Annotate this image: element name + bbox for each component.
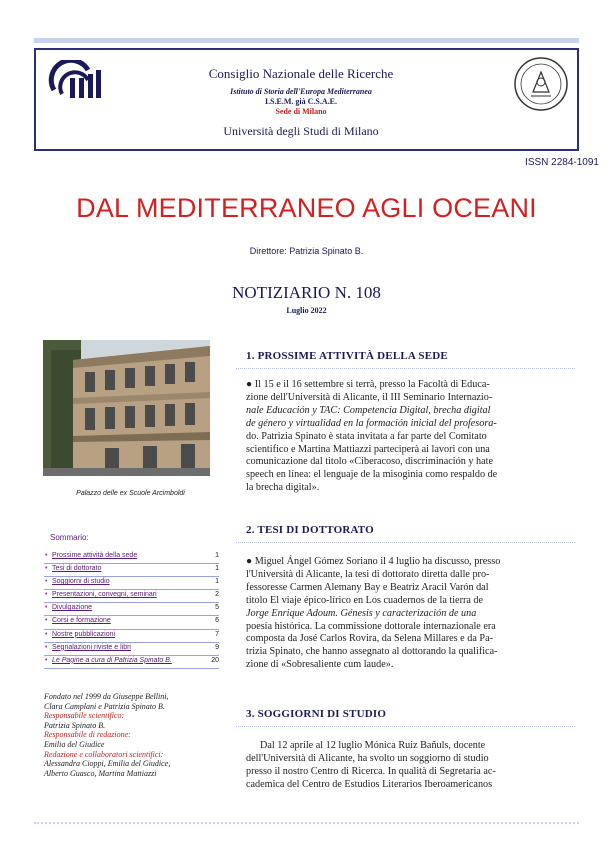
text-line: trizia Spinato, che hanno assegnato al dottorando la qualifica- xyxy=(246,646,498,658)
section-body xyxy=(246,556,558,672)
bullet-icon: • xyxy=(45,656,48,664)
text-line: dell'Università di Alicante, ha svolto un soggiorno di studio xyxy=(246,752,489,764)
issue-date: Luglio 2022 xyxy=(286,306,327,315)
university-seal-icon xyxy=(513,56,569,112)
sede-label: Sede di Milano xyxy=(275,107,327,116)
toc-item[interactable] xyxy=(44,564,219,577)
toc-item[interactable] xyxy=(44,590,219,603)
cnr-logo-icon xyxy=(48,60,104,104)
section-body xyxy=(246,740,558,792)
text-line: Dal 12 aprile al 12 luglio Mónica Ruiz Bañuls, docente xyxy=(260,740,486,751)
toc-page: 20 xyxy=(211,656,219,664)
text-line: ● Miguel Ángel Gómez Soriano il 4 luglio ha discusso, presso xyxy=(246,556,501,567)
bullet-icon: • xyxy=(45,617,48,625)
toc-page: 7 xyxy=(215,630,219,638)
toc-item[interactable] xyxy=(44,656,219,669)
bullet-icon: • xyxy=(45,643,48,651)
toc-link[interactable]: Divulgazione xyxy=(52,604,93,612)
toc-page: 2 xyxy=(215,591,219,599)
toc-page: 1 xyxy=(215,578,219,586)
text-line: comunicazione dal titolo «Ciberacoso, discriminación y hate xyxy=(246,456,493,468)
issn-label: ISSN 2284-1091 xyxy=(525,157,599,168)
credits-block xyxy=(44,692,219,778)
building-photo xyxy=(43,340,210,476)
credit-value: Emilia del Giudice xyxy=(44,739,105,749)
toc-item[interactable] xyxy=(44,551,219,564)
table-of-contents xyxy=(44,551,219,669)
section-divider xyxy=(236,542,575,544)
credit-label: Redazione e collaboratori scientifici: xyxy=(44,749,164,759)
bullet-icon: • xyxy=(45,591,48,599)
text-line: do. Patrizia Spinato è stata invitata a far parte del Comitato xyxy=(246,430,487,442)
issue-number: NOTIZIARIO N. 108 xyxy=(232,283,381,302)
institute-name: Istituto di Storia dell'Europa Mediterranea xyxy=(230,87,372,96)
section-body xyxy=(246,379,558,495)
text-line: la brecha digital». xyxy=(246,482,320,494)
bullet-icon: • xyxy=(45,552,48,559)
toc-page: 1 xyxy=(215,565,219,573)
toc-link[interactable]: Segnalazioni riviste e libri xyxy=(52,643,131,651)
text-line: speech en línea: el lenguaje de la misoginia como respaldo de xyxy=(246,469,498,481)
toc-page: 5 xyxy=(215,604,219,612)
isem-name: I.S.E.M. già C.S.A.E. xyxy=(264,97,337,106)
credit-value: Alessandra Cioppi, Emilia del Giudice, xyxy=(44,759,171,769)
toc-item[interactable] xyxy=(44,603,219,616)
toc-title: Sommario: xyxy=(50,533,89,542)
newsletter-title: DAL MEDITERRANEO AGLI OCEANI xyxy=(76,193,537,223)
toc-item[interactable] xyxy=(44,630,219,643)
toc-item[interactable] xyxy=(44,616,219,629)
text-line: fessoresse Carmen Alemany Bay e Beatriz Aracil Varón dal xyxy=(246,581,489,593)
bullet-icon: • xyxy=(45,604,48,612)
toc-link[interactable]: Prossime attività della sede xyxy=(52,552,138,559)
text-line: presso il nostro Centro di Ricerca. In qualità di Segretaria ac- xyxy=(246,765,496,777)
toc-link[interactable]: Le Pagine a cura di Patrizia Spinato B. xyxy=(52,656,172,664)
bottom-decorative-bar xyxy=(34,822,579,824)
text-line: titolo El viaje épico-lírico en Los cuadernos de la tierra de xyxy=(246,594,484,606)
text-line: cademica del Centro de Estudios Literarios Iberoamericanos xyxy=(246,778,493,790)
text-line: composta da José Carlos Rovira, da Selena Millares e da Pa- xyxy=(246,633,493,645)
toc-link[interactable]: Nostre pubblicazioni xyxy=(52,630,116,638)
toc-page: 6 xyxy=(215,617,219,625)
credit-label: Responsabile scientifico: xyxy=(44,711,125,721)
founded-line: Clara Camplani e Patrizia Spinato B. xyxy=(44,701,165,711)
university-name: Università degli Studi di Milano xyxy=(223,124,379,138)
founded-line: Fondato nel 1999 da Giuseppe Bellini, xyxy=(44,692,169,701)
section-title: 1. PROSSIME ATTIVITÀ DELLA SEDE xyxy=(246,350,448,362)
section-title: 2. TESI DI DOTTORATO xyxy=(246,524,374,536)
section-title: 3. SOGGIORNI DI STUDIO xyxy=(246,708,387,720)
top-decorative-bar xyxy=(34,38,579,43)
text-line: nale Educación y TAC: Competencia Digital, brecha digital xyxy=(246,404,491,416)
masthead xyxy=(34,48,579,151)
text-line: ● Il 15 e il 16 settembre si terrà, presso la Facoltà di Educa- xyxy=(246,379,490,390)
photo-caption: Palazzo delle ex Scuole Arcimboldi xyxy=(76,490,185,497)
cnr-name: Consiglio Nazionale delle Ricerche xyxy=(208,66,394,81)
section-divider xyxy=(236,726,575,728)
bullet-icon: • xyxy=(45,565,48,573)
bullet-icon: • xyxy=(45,578,48,586)
text-line: poesía histórica. La commissione dottorale internazionale era xyxy=(246,620,496,632)
text-line: scientifico e Martina Mattiazzi parteciperà ai lavori con una xyxy=(246,443,490,455)
toc-link[interactable]: Soggiorni di studio xyxy=(52,578,110,586)
text-line: Jorge Enrique Adoum. Génesis y caracterización de una xyxy=(246,607,477,619)
toc-item[interactable] xyxy=(44,577,219,590)
text-line: zione di «Sobresaliente cum laude». xyxy=(246,659,394,671)
credit-label: Responsabile di redazione: xyxy=(44,730,131,740)
toc-link[interactable]: Presentazioni, convegni, seminari xyxy=(52,591,157,599)
toc-item[interactable] xyxy=(44,643,219,656)
text-line: de género y virtualidad en la formación inicial del profesora- xyxy=(246,417,497,429)
toc-link[interactable]: Corsi e formazione xyxy=(52,617,111,625)
credit-value: Alberto Guasco, Martina Mattiazzi xyxy=(44,768,157,778)
toc-page: 9 xyxy=(215,643,219,651)
toc-page: 1 xyxy=(215,552,219,559)
director-line: Direttore: Patrizia Spinato B. xyxy=(249,246,364,256)
credit-value: Patrizia Spinato B. xyxy=(44,720,106,730)
toc-link[interactable]: Tesi di dottorato xyxy=(52,565,102,573)
section-divider xyxy=(236,368,575,370)
text-line: zione dell'Università di Alicante, il III Seminario Internazio- xyxy=(246,391,493,403)
text-line: l'Università di Alicante, la tesi di dottorato diretta dalle pro- xyxy=(246,568,490,580)
bullet-icon: • xyxy=(45,630,48,638)
